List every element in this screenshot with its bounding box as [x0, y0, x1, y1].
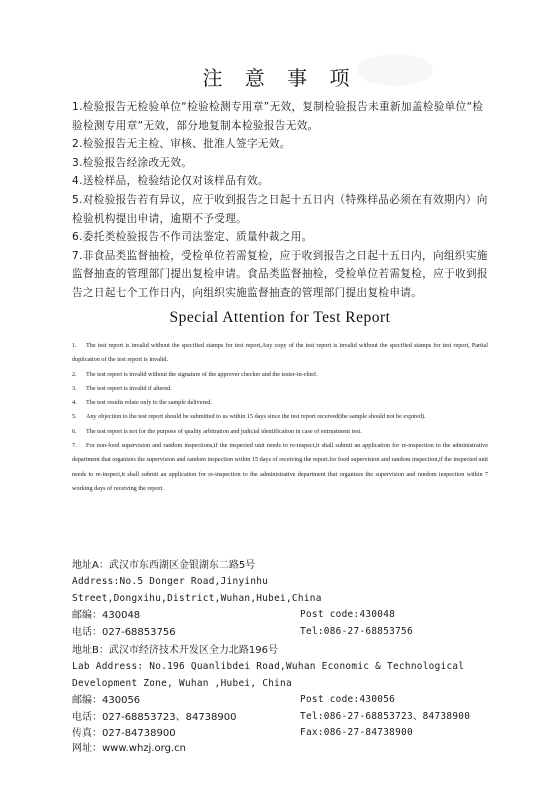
address-a-en-line2: Street,Dongxihu,District,Wuhan,Hubei,China — [72, 592, 322, 604]
item-number: 7. — [72, 442, 77, 450]
notice-item-cn-1: 1.检验报告无检验单位“检验检测专用章”无效，复制检验报告未重新加盖检验单位“检验检测专用章”无效，部分地复制本检验报告无效。 — [72, 101, 484, 132]
address-b-fax-row — [72, 725, 512, 741]
item-number: 2. — [72, 370, 77, 378]
address-b-en-line1: Lab Address: No.196 Quanlibdei Road,Wuhan Economic & Technological — [72, 661, 465, 673]
notice-item-cn-5: 5.对检验报告若有异议，应于收到报告之日起十五日内（特殊样品必须在有效期内）向检验机构提出申请，逾期不予受理。 — [72, 193, 488, 225]
item-text: The test report is not for the purpose of quality arbitration and judicial identification in case of entrustment test. — [86, 427, 362, 435]
item-number: 4. — [72, 399, 77, 407]
postcode-cn: 邮编：430048 — [72, 610, 141, 622]
postcode-en: Post code:430048 — [300, 609, 396, 621]
address-a-tel-row — [72, 624, 512, 640]
item-text: The test report is invalid if altered. — [86, 384, 172, 392]
item-number: 5. — [72, 413, 77, 421]
notice-item-en-3 — [72, 382, 488, 396]
notice-list-en — [72, 339, 488, 496]
postcode-cn: 邮编：430056 — [72, 695, 141, 707]
item-number: 6. — [72, 427, 77, 435]
address-block-a — [72, 558, 512, 640]
notice-item-cn-2: 2.检验报告无主检、审核、批准人签字无效。 — [72, 138, 291, 151]
website-link[interactable]: 网址：www.whzj.org.cn — [72, 743, 186, 755]
notice-item-en-2 — [72, 368, 488, 382]
notice-item-en-6 — [72, 425, 488, 439]
notice-title-cn: 注 意 事 项 — [202, 66, 358, 90]
notice-item-en-5 — [72, 410, 488, 424]
fax-en: Fax:086-27-84738900 — [300, 726, 413, 738]
tel-cn: 电话：027-68853723、84738900 — [72, 711, 237, 723]
notice-item-cn-7: 7.非食品类监督抽检，受检单位若需复检，应于收到报告之日起十五日内，向组织实施监督抽查的管理部门提出复检申请。食品类监督抽检，受检单位若需复检，应于收到报告之日起七个工作日内，向组织实施监督抽查的管理部门提出复检申请。 — [72, 249, 488, 299]
tel-en: Tel:086-27-68853756 — [300, 625, 413, 637]
notice-item-en-4 — [72, 396, 488, 410]
item-text: Any objection to the test report should be submitted to us within 15 days since the test report received(the sample should not be expired). — [86, 413, 426, 421]
notice-item-cn-4: 4.送检样品，检验结论仅对该样品有效。 — [72, 175, 269, 188]
notice-item-cn-3: 3.检验报告经涂改无效。 — [72, 156, 193, 169]
notice-item-cn-6: 6.委托类检验报告不作司法鉴定、质量仲裁之用。 — [72, 231, 313, 244]
tel-en: Tel:086-27-68853723、84738900 — [300, 710, 471, 722]
notice-item-en-7 — [72, 439, 488, 496]
address-a-postcode-row — [72, 607, 512, 623]
address-b-tel-row — [72, 709, 512, 725]
address-b-postcode-row — [72, 692, 512, 708]
notice-item-en-1 — [72, 339, 488, 368]
tel-cn: 电话：027-68853756 — [72, 626, 176, 638]
notice-list-cn — [72, 98, 492, 303]
item-text: The test report is invalid without the specified stamps for test report,Any copy of the test report is invalid without the specified stamps for test report, Partial duplication of the test report is invalid. — [72, 342, 488, 364]
notice-title-en: Special Attention for Test Report — [169, 309, 391, 326]
postcode-en: Post code:430056 — [300, 694, 396, 706]
item-number: 3. — [72, 384, 77, 392]
item-text: For non-food supervision and random inspections,if the inspected unit needs to re-inspect,it shall submit an application for re-inspection to the administrative department that organizes the supervision and random inspection within 15 days of receiving the report.for food supervision and random inspection,if the inspected unit needs to re-inspect,it shall submit an application for re-inspection to the administrative department that organizes the supervision and random inspection within 7 working days of receiving the report. — [72, 442, 488, 492]
item-text: The test results relate only to the sample delivered. — [86, 399, 212, 407]
item-text: The test report is invalid without the signature of the approver checker and the tester-in-chief. — [86, 370, 318, 378]
address-block-b — [72, 643, 512, 758]
address-b-en-line2: Development Zone, Wuhan ,Hubei, China — [72, 677, 292, 689]
item-number: 1. — [72, 342, 77, 349]
address-a-en-line1: Address:No.5 Donger Road,Jinyinhu — [72, 576, 269, 588]
fax-cn: 传真：027-84738900 — [72, 727, 176, 739]
address-a-cn: 地址A：武汉市东西湖区金银湖东二路5号 — [72, 560, 256, 571]
address-b-cn: 地址B：武汉市经济技术开发区全力北路196号 — [72, 645, 278, 656]
